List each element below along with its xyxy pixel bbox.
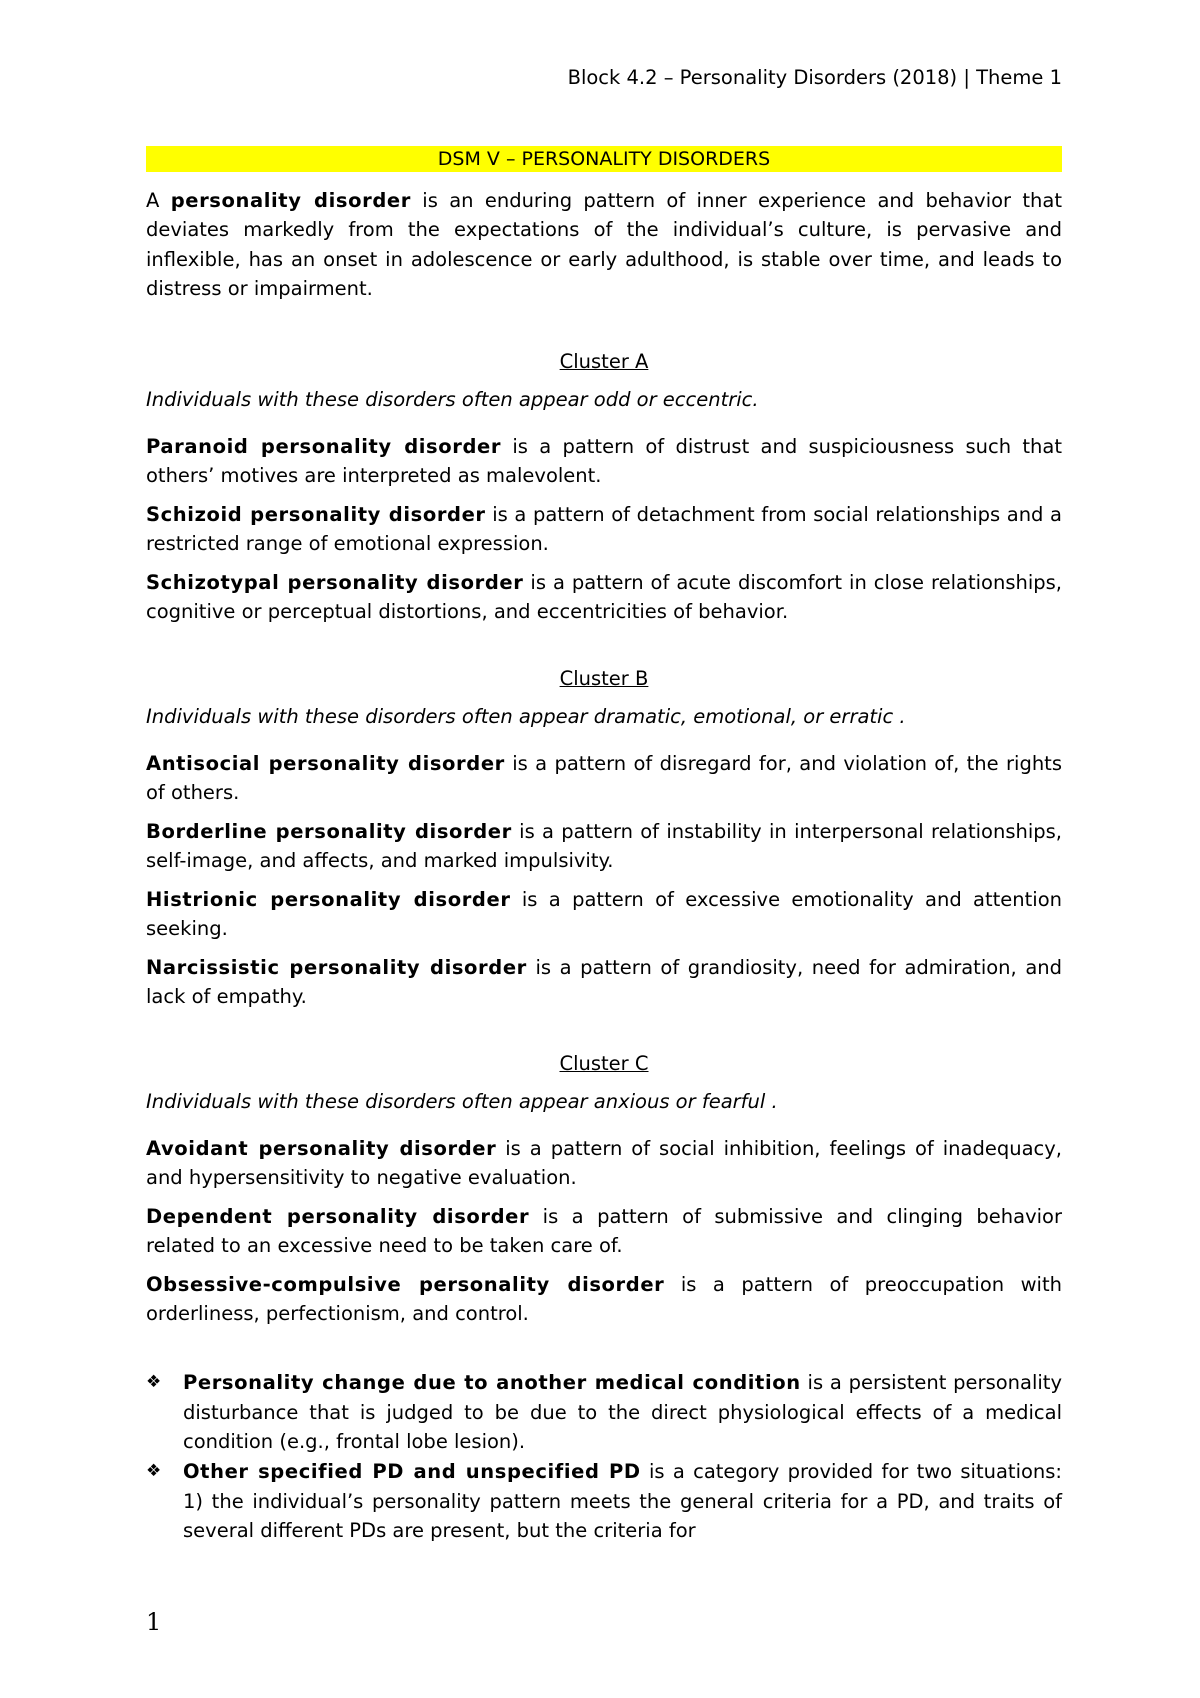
item-term: Narcissistic personality disorder <box>146 955 527 979</box>
item-term: Dependent personality disorder <box>146 1204 530 1228</box>
cluster-b-item-narcissistic <box>146 953 1062 1012</box>
diamond-bullet-icon: ❖ <box>146 1372 162 1392</box>
cluster-b-item-borderline <box>146 817 1062 876</box>
definition-paragraph <box>146 186 1062 304</box>
item-desc: is a pattern of social inhibition, feelings of inadequacy, and hypersensitivity to negative evaluation. <box>146 1136 1063 1189</box>
cluster-b-item-histrionic <box>146 885 1062 944</box>
bullet-other-specified <box>146 1457 1062 1546</box>
item-desc: is a pattern of submissive and clinging behavior related to an excessive need to be taken care of. <box>146 1204 1062 1257</box>
cluster-c-heading: Cluster C <box>559 1052 649 1075</box>
item-desc: is a pattern of grandiosity, need for admiration, and lack of empathy. <box>146 955 1063 1008</box>
bullet-desc: is a persistent personality disturbance that is judged to be due to the direct physiological effects of a medical condition (e.g., frontal lobe lesion). <box>183 1371 1062 1453</box>
page-number: 1 <box>146 1608 162 1636</box>
item-term: Histrionic personality disorder <box>146 887 511 911</box>
bullet-personality-change <box>146 1368 1062 1457</box>
item-term: Antisocial personality disorder <box>146 751 505 775</box>
item-desc: is a pattern of acute discomfort in close relationships, cognitive or perceptual distortions, and eccentricities of behavior. <box>146 570 1062 623</box>
cluster-a-item-schizotypal <box>146 568 1062 627</box>
running-header: Block 4.2 – Personality Disorders (2018) | Theme 1 <box>567 66 1062 89</box>
item-desc: is a pattern of preoccupation with orderliness, perfectionism, and control. <box>146 1272 1062 1325</box>
cluster-a-item-schizoid <box>146 500 1062 559</box>
definition-pre: A <box>146 188 171 212</box>
item-term: Avoidant personality disorder <box>146 1136 497 1160</box>
cluster-c-item-avoidant <box>146 1134 1062 1193</box>
item-desc: is a pattern of distrust and suspiciousness such that others’ motives are interpreted as malevolent. <box>146 434 1062 487</box>
document-title: DSM V – PERSONALITY DISORDERS <box>146 146 1062 172</box>
bullet-term: Other specified PD and unspecified PD <box>183 1460 641 1483</box>
item-term: Schizoid personality disorder <box>146 502 486 526</box>
bullet-text <box>183 1457 1062 1546</box>
bullet-desc: is a category provided for two situations: 1) the individual’s personality pattern meets the general criteria for a PD, and traits of several different PDs are present, but the criteria for <box>183 1460 1063 1542</box>
item-term: Schizotypal personality disorder <box>146 570 524 594</box>
item-desc: is a pattern of excessive emotionality and attention seeking. <box>146 887 1062 940</box>
bullet-text <box>183 1368 1062 1457</box>
item-desc: is a pattern of disregard for, and violation of, the rights of others. <box>146 751 1062 804</box>
cluster-a-intro: Individuals with these disorders often appear odd or eccentric. <box>146 388 759 411</box>
cluster-a-item-paranoid <box>146 432 1062 491</box>
item-desc: is a pattern of instability in interpersonal relationships, self-image, and affects, and marked impulsivity. <box>146 819 1063 872</box>
definition-term: personality disorder <box>170 188 411 212</box>
cluster-b-intro: Individuals with these disorders often appear dramatic, emotional, or erratic . <box>146 705 906 728</box>
definition-rest: is an enduring pattern of inner experience and behavior that deviates markedly from the expectations of the individual’s culture, is pervasive and inflexible, has an onset in adolescence or early adulthood, is stable over time, and leads to distress or impairment. <box>146 188 1062 300</box>
item-term: Borderline personality disorder <box>146 819 512 843</box>
cluster-c-item-obsessive-compulsive <box>146 1270 1062 1329</box>
cluster-b-item-antisocial <box>146 749 1062 808</box>
item-term: Obsessive-compulsive personality disorder <box>146 1272 665 1296</box>
diamond-bullet-icon: ❖ <box>146 1461 162 1481</box>
item-term: Paranoid personality disorder <box>146 434 502 458</box>
cluster-c-item-dependent <box>146 1202 1062 1261</box>
cluster-a-heading: Cluster A <box>559 350 649 373</box>
bullet-term: Personality change due to another medical condition <box>183 1371 801 1394</box>
cluster-b-heading: Cluster B <box>559 667 649 690</box>
item-desc: is a pattern of detachment from social relationships and a restricted range of emotional expression. <box>146 502 1062 555</box>
cluster-c-intro: Individuals with these disorders often appear anxious or fearful . <box>146 1090 778 1113</box>
